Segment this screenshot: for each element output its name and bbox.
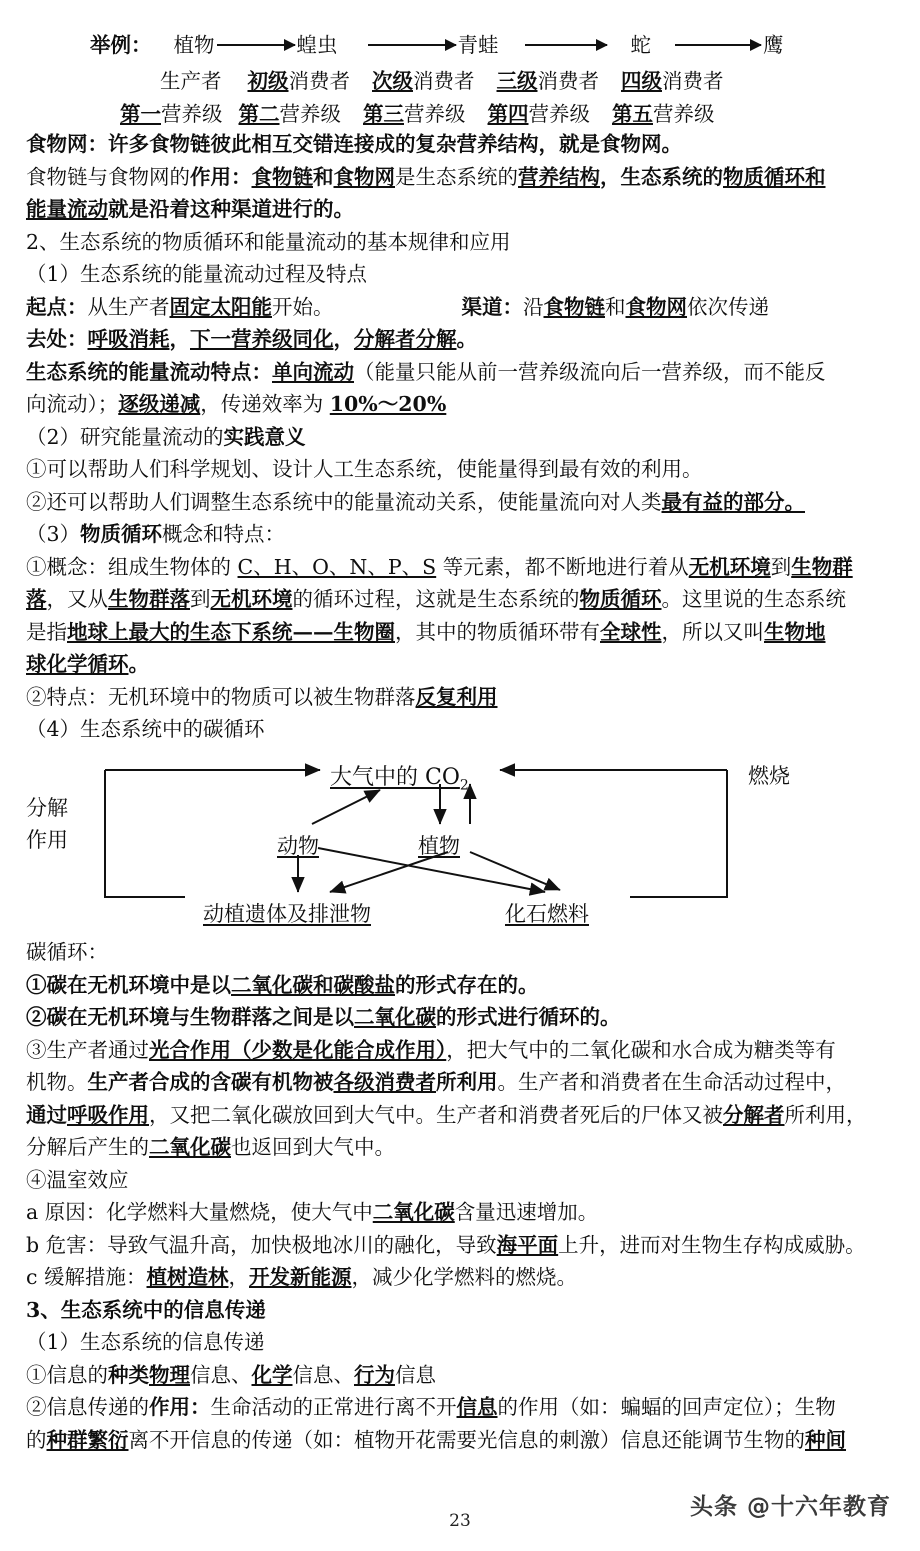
paragraph-carbon-3a (26, 1034, 906, 1067)
consumer-level-row (160, 64, 724, 94)
co2-subscript: 2 (459, 777, 469, 794)
text-run: （能量只能从前一营养级流向后一营养级，而不能反 (354, 359, 826, 384)
paragraph-concept-2 (26, 583, 906, 616)
consumer-4: 消费者 (662, 69, 724, 93)
node-atmospheric-co2 (330, 760, 469, 793)
text-run: ②还可以帮助人们调整生态系统中的能量流动关系，使能量流向对人类 (26, 489, 662, 514)
example-label: 举例： (90, 33, 152, 57)
text-run: ，所以又叫 (661, 619, 764, 644)
text-run: ，生态系统的 (600, 164, 723, 189)
chain-arrow-3 (525, 39, 607, 51)
text-run: ，又把二氧化碳放回到大气中。生产者和消费者死后的尸体又被 (149, 1102, 723, 1127)
decomposition-path (105, 770, 185, 897)
node-plant: 植物 (418, 834, 460, 858)
text-run: 呼吸作用 (67, 1102, 149, 1127)
paragraph-greenhouse-harm (26, 1229, 906, 1262)
paragraph-energy-flow-channel (26, 193, 906, 226)
text-run: ， (228, 1265, 249, 1289)
paragraph-food-web: 食物网：许多食物链彼此相互交错连接成的复杂营养结构，就是食物网。 (26, 132, 682, 156)
plant-to-fossil (470, 852, 560, 890)
text-run: c 缓解措施： (26, 1265, 147, 1289)
text-run: 化学 (251, 1362, 293, 1387)
text-run: ， (333, 327, 354, 351)
subheading-info-transfer: （1）生态系统的信息传递 (26, 1330, 265, 1354)
text-run: 食物链 (543, 294, 605, 319)
text-run: 下一营养级同化 (190, 327, 334, 351)
text-run: 种类 (108, 1362, 149, 1387)
paragraph-info-role-2 (26, 1424, 906, 1457)
consumer-4-bold: 四级 (621, 69, 662, 93)
text-run: 反复利用 (415, 684, 498, 709)
trophic-1: 营养级 (279, 102, 341, 126)
trophic-0: 营养级 (161, 102, 223, 126)
text-run: 也返回到大气中。 (231, 1135, 395, 1159)
text-run: 的 (26, 1427, 47, 1452)
text-run: 光合作用（少数是化能合成作用） (149, 1037, 447, 1062)
text-run: 的形式进行循环的。 (436, 1005, 621, 1029)
subheading-4: （4）生态系统中的碳循环 (26, 717, 265, 741)
text-run: 到 (190, 587, 211, 611)
page-number: 23 (449, 1511, 471, 1531)
paragraph-carbon-3b (26, 1066, 906, 1099)
chain-arrow-4 (675, 39, 761, 51)
trophic-0-bold: 第一 (120, 102, 161, 126)
trophic-1-bold: 第二 (238, 102, 280, 126)
trophic-2-bold: 第三 (363, 102, 404, 126)
paragraph-feature (26, 681, 906, 714)
text-run: 概念和特点： (162, 522, 286, 546)
text-run: 渠道： (461, 294, 523, 319)
text-run: 生产者合成的含碳有机物被 (87, 1070, 334, 1094)
heading-section-2: 2、生态系统的物质循环和能量流动的基本规律和应用 (26, 229, 511, 254)
text-run: 依次传递 (687, 294, 769, 319)
text-run: 分解者分解 (354, 327, 457, 351)
text-run: 二氧化碳 (372, 1200, 455, 1224)
text-run: 各级消费者 (333, 1070, 436, 1094)
text-run: b 危害：导致气温升高，加快极地冰川的融化，导致 (26, 1232, 497, 1257)
paragraph-start-and-channel (26, 291, 906, 324)
subheading-3 (26, 518, 906, 551)
text-run: 。生产者和消费者在生命活动过程中， (497, 1070, 846, 1094)
food-chain-organism-row (90, 28, 784, 58)
paragraph-food-chain-role (26, 161, 906, 194)
node-fossil-fuel: 化石燃料 (505, 902, 589, 926)
text-run: ①概念：组成生物体的 (26, 554, 238, 579)
text-run: 所利用， (784, 1102, 867, 1127)
trophic-3: 营养级 (528, 102, 590, 126)
text-run: 物质循环 (579, 587, 662, 611)
text-run: 生物地 (764, 619, 826, 644)
text-run: 单向流动 (272, 359, 354, 384)
text-run: 落 (26, 587, 47, 611)
consumer-2: 消费者 (413, 69, 475, 93)
paragraph-carbon-2 (26, 1001, 906, 1034)
watermark: 头条 @十六年教育 (690, 1494, 892, 1520)
text-run: 机物。 (26, 1070, 88, 1094)
node-burning: 燃烧 (748, 764, 790, 788)
text-run: 是指 (26, 619, 67, 644)
consumer-3-bold: 三级 (496, 69, 538, 93)
text-run: 。 (128, 652, 149, 676)
animal-to-atmosphere (312, 790, 380, 824)
text-run: 信息 (456, 1395, 498, 1419)
text-run: 。 (456, 327, 477, 351)
text-run: 的形式存在的。 (395, 972, 539, 997)
text-run: 和 (605, 294, 626, 319)
document-body-lower (26, 936, 906, 1456)
text-run: 和 (313, 164, 334, 189)
paragraph-flow-feature-2 (26, 388, 906, 421)
text-run: 含量迅速增加。 (454, 1200, 599, 1224)
text-run: ， (169, 327, 190, 351)
text-run: 起点： (26, 294, 88, 319)
subheading-2 (26, 421, 906, 454)
paragraph-destinations (26, 323, 906, 356)
text-run: ②碳在无机环境与生物群落之间是以 (26, 1005, 354, 1029)
text-run: 去处： (26, 327, 88, 351)
consumer-1: 消费者 (288, 69, 350, 93)
food-chain-header (0, 0, 920, 125)
text-run: 向流动）； (26, 392, 119, 416)
text-run: 能量流动 (26, 197, 108, 221)
heading-section-3: 3、生态系统中的信息传递 (26, 1297, 266, 1322)
text-run: 二氧化碳 (354, 1005, 436, 1029)
text-run: 是生态系统的 (395, 164, 518, 189)
burning-path (630, 770, 727, 897)
text-run: 生命活动的正常进行离不开 (210, 1395, 457, 1419)
element-list: C、H、O、N、P、S (237, 554, 437, 579)
node-animal: 动物 (277, 834, 319, 858)
text-run: 的循环过程，这就是生态系统的 (292, 587, 580, 611)
text-run: 所利用 (436, 1070, 498, 1094)
text-run: 分解者 (723, 1102, 785, 1127)
text-run: （2）研究能量流动的 (26, 424, 224, 449)
paragraph-carbon-3c (26, 1099, 906, 1132)
text-run: ，把大气中的二氧化碳和水合成为糖类等有 (446, 1037, 836, 1062)
organism-1: 蝗虫 (296, 33, 338, 57)
text-run: 离不开信息的传递（如：植物开花需要光信息的刺激）信息还能调节生物的 (128, 1427, 805, 1452)
text-run: 行为 (354, 1362, 395, 1387)
text-run: 食物网 (625, 294, 687, 319)
chain-arrow-1 (217, 39, 295, 51)
paragraph-info-role-1 (26, 1391, 906, 1424)
text-run: 地球上最大的生态下系统——生物圈 (67, 619, 395, 644)
text-run: 实践意义 (223, 424, 306, 449)
text-run: 到 (770, 554, 792, 579)
text-run: 逐级递减 (118, 392, 201, 416)
text-run: 开始。 (272, 294, 334, 319)
paragraph-significance-1: ①可以帮助人们科学规划、设计人工生态系统，使能量得到最有效的利用。 (26, 457, 703, 481)
organism-0: 植物 (173, 33, 215, 57)
paragraph-concept-1 (26, 551, 906, 584)
text-run: ①碳在无机环境中是以 (26, 972, 231, 997)
trophic-4: 营养级 (653, 102, 715, 126)
text-run: 二氧化碳 (149, 1135, 231, 1159)
paragraph-greenhouse-cause (26, 1196, 906, 1229)
text-run: 海平面 (496, 1232, 559, 1257)
organism-4: 鹰 (763, 33, 784, 57)
subheading-greenhouse: ④温室效应 (26, 1167, 129, 1192)
text-run: 作用： (149, 1395, 211, 1419)
paragraph-significance-2 (26, 486, 906, 519)
paragraph-carbon-3d (26, 1131, 906, 1164)
text-run: 植树造林 (146, 1265, 229, 1289)
text-run: 生物群 (791, 554, 853, 579)
text-run: 的作用（如：蝙蝠的回声定位）；生物 (497, 1395, 836, 1419)
text-run: 食物网 (333, 164, 395, 189)
text-run: ②信息传递的 (26, 1395, 149, 1419)
text-run: ①信息的 (26, 1362, 108, 1387)
text-run: ，其中的物质循环带有 (395, 619, 600, 644)
text-run: 全球性 (600, 619, 662, 644)
trophic-level-row (120, 97, 715, 127)
text-run: 生态系统的能量流动 (26, 359, 211, 384)
text-run: 通过 (26, 1102, 67, 1127)
text-run: （3） (26, 522, 81, 546)
organism-3: 蛇 (630, 33, 651, 57)
text-run: 球化学循环 (26, 652, 129, 676)
text-run: 等元素，都不断地进行着从 (436, 554, 689, 579)
text-run: 开发新能源 (249, 1265, 352, 1289)
text-run: ，又从 (46, 587, 108, 611)
text-run: 物质循环 (80, 522, 163, 546)
text-run: 无机环境 (688, 554, 771, 579)
paragraph-concept-3 (26, 616, 906, 649)
text-run: 呼吸消耗 (87, 327, 170, 351)
paragraph-carbon-1 (26, 969, 906, 1002)
consumer-0: 生产者 (160, 69, 222, 93)
trophic-4-bold: 第五 (612, 102, 653, 126)
text-run: 特点： (210, 359, 272, 384)
text-run: 就是沿着这种渠道进行的。 (108, 197, 354, 221)
text-run: 二氧化碳和碳酸盐 (231, 972, 395, 997)
transfer-efficiency-value: 10%～20% (329, 392, 447, 416)
node-remains-and-excreta: 动植遗体及排泄物 (203, 902, 371, 926)
carbon-cycle-diagram (0, 752, 920, 927)
text-run: 生物群落 (108, 587, 190, 611)
trophic-3-bold: 第四 (487, 102, 529, 126)
text-run: 信息 (395, 1362, 436, 1387)
text-run: 固定太阳能 (169, 294, 272, 319)
heading-carbon-cycle: 碳循环： (26, 940, 108, 964)
consumer-1-bold: 初级 (247, 69, 289, 93)
paragraph-concept-4 (26, 648, 906, 681)
paragraph-greenhouse-measures (26, 1261, 906, 1294)
text-run: 分解后产生的 (26, 1135, 149, 1159)
subheading-1: （1）生态系统的能量流动过程及特点 (26, 262, 368, 286)
text-run: 无机环境 (210, 587, 293, 611)
consumer-3: 消费者 (537, 69, 599, 93)
node-decomposition-line2: 作用 (26, 828, 68, 852)
text-run: a 原因：化学燃料大量燃烧，使大气中 (26, 1200, 373, 1224)
node-label: 大气中的 CO (330, 765, 460, 790)
consumer-2-bold: 次级 (372, 69, 413, 93)
text-run: ②特点：无机环境中的物质可以被生物群落 (26, 684, 416, 709)
trophic-2: 营养级 (404, 102, 466, 126)
text-run: ③生产者通过 (26, 1037, 149, 1062)
chain-arrow-2 (368, 39, 456, 51)
text-run: ，减少化学燃料的燃烧。 (351, 1265, 577, 1289)
text-run: 种间 (805, 1427, 846, 1452)
paragraph-info-types (26, 1359, 906, 1392)
text-run: 信息、 (190, 1362, 252, 1387)
text-run: 物理 (149, 1362, 190, 1387)
text-run: 上升，进而对生物生存构成威胁。 (558, 1232, 866, 1257)
document-body (26, 128, 906, 746)
node-decomposition-line1: 分解 (26, 796, 68, 820)
text-run: ，传递效率为 (200, 392, 330, 416)
text-run: 种群繁衍 (46, 1427, 129, 1452)
text-run: 沿 (523, 294, 544, 319)
text-run: 。这里说的生态系统 (661, 587, 846, 611)
text-run: 最有益的部分。 (661, 489, 805, 514)
text-run: 食物链 (251, 164, 313, 189)
paragraph-flow-feature-1 (26, 356, 906, 389)
text-run: 食物链与食物网的 (26, 164, 190, 189)
text-run: 信息、 (292, 1362, 354, 1387)
organism-2: 青蛙 (457, 33, 499, 57)
text-run: 营养结构 (518, 164, 600, 189)
text-run: 物质循环和 (723, 164, 826, 189)
text-run: 作用： (190, 164, 252, 189)
text-run: 从生产者 (87, 294, 170, 319)
